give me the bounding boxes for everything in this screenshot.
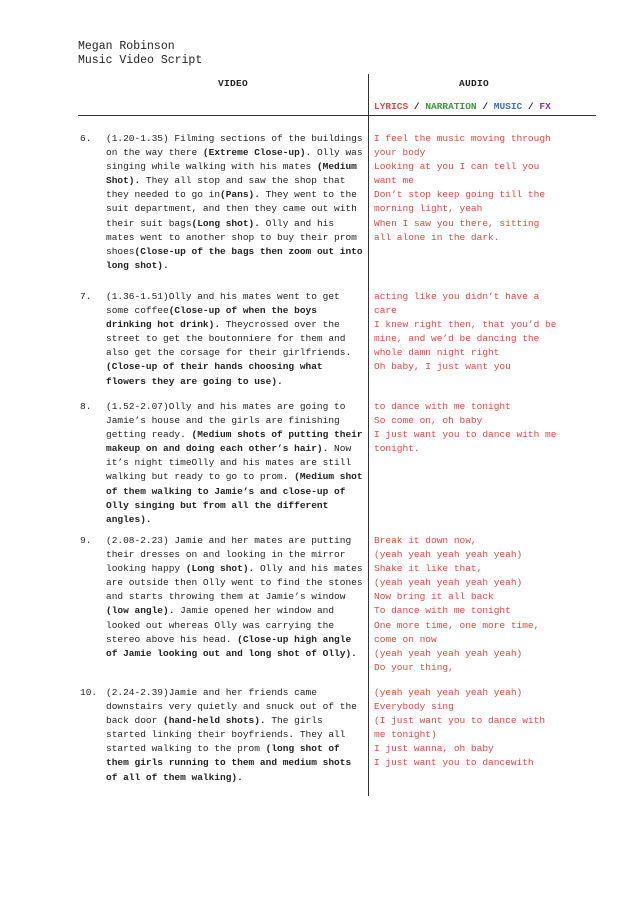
shot-direction: (hand-held shots).: [163, 715, 266, 727]
lyric-line: want me: [374, 175, 414, 187]
video-text: (1.20-1.35) Filming sections of the buildings on the way there: [106, 133, 363, 159]
scene-number: 8.: [80, 401, 92, 412]
video-description: [106, 132, 364, 273]
audio-lyrics: [374, 534, 594, 675]
lyric-line: me tonight): [374, 729, 437, 741]
lyric-line: tonight.: [374, 443, 420, 455]
audio-column-heading: AUDIO: [459, 78, 490, 89]
lyric-line: Oh baby, I just want you: [374, 361, 511, 373]
lyric-line: (yeah yeah yeah yeah yeah): [374, 647, 523, 659]
lyric-line: to dance with me tonight: [374, 401, 511, 412]
shot-direction: (Medium Shot).: [106, 161, 357, 187]
audio-lyrics: [374, 686, 594, 771]
video-column-heading: VIDEO: [218, 78, 249, 89]
shot-direction: (Extreme Close-up): [202, 147, 306, 159]
shot-direction: (Close-up of when the boys drinking hot drink).: [106, 305, 317, 331]
lyric-line: I just wanna, oh baby: [374, 743, 494, 755]
shot-direction: (Long shot).: [191, 217, 260, 229]
lyric-line: Shake it like that,: [374, 563, 483, 575]
lyric-line: come on now: [374, 633, 437, 645]
video-description: [106, 534, 364, 661]
shot-direction: (Close-up high angle of Jamie looking out and long shot of Olly).: [106, 633, 357, 659]
lyric-line: care: [374, 305, 397, 317]
lyric-line: Break it down now,: [374, 535, 477, 546]
video-text: Olly and his mates are outside then Olly went to find the stones and starts throwing them at Jamie’s window: [106, 563, 363, 603]
document-subtitle: Music Video Script: [78, 54, 203, 67]
lyric-line: your body: [374, 147, 426, 159]
video-description: [106, 290, 364, 389]
legend-fx: FX: [539, 101, 551, 112]
video-text: (2.24-2.39)Jamie and her friends came downstairs very quietly and snuck out of the back door: [106, 687, 357, 727]
scene-number: 10.: [80, 687, 98, 698]
lyric-line: I just want you to dance with me: [374, 429, 557, 441]
lyric-line: I knew right then, that you’d be: [374, 319, 557, 331]
scene-number: 7.: [80, 291, 92, 302]
lyric-line: I feel the music moving through: [374, 133, 551, 144]
lyric-line: I just want you to dancewith: [374, 757, 534, 769]
shot-direction: (Medium shot of them walking to Jamie’s and close-up of Olly singing but from all the different angles).: [106, 471, 363, 525]
shot-direction: (Close-up of their hands choosing what flowers they are going to use).: [106, 361, 323, 387]
lyric-line: (yeah yeah yeah yeah yeah): [374, 687, 523, 698]
lyric-line: mine, and we’d be dancing the: [374, 333, 540, 345]
video-description: [106, 686, 364, 785]
header-divider: [78, 115, 596, 116]
lyric-line: Don’t stop keep going till the: [374, 189, 546, 201]
legend-separator: /: [476, 101, 494, 112]
audio-lyrics: [374, 132, 594, 245]
audio-color-legend: [374, 101, 551, 112]
author-name: Megan Robinson: [78, 40, 175, 53]
video-text: (1.36-1.51)Olly and his mates went to get some coffee: [106, 291, 340, 317]
lyric-line: (yeah yeah yeah yeah yeah): [374, 549, 523, 561]
shot-direction: (long shot of them girls running to them and medium shots of all of them walking).: [106, 743, 352, 783]
lyric-line: acting like you didn’t have a: [374, 291, 540, 302]
lyric-line: (I just want you to dance with: [374, 715, 546, 727]
lyric-line: morning light, yeah: [374, 203, 483, 215]
shot-direction: (Medium shots of putting their makeup on and doing each other’s hair).: [106, 429, 363, 455]
video-text: They all stop and saw the shop that they needed to go in: [106, 175, 346, 201]
shot-direction: (low angle).: [106, 605, 175, 617]
video-text: (1.52-2.07)Olly and his mates are going to Jamie’s house and the girls are finishing getting ready.: [106, 401, 346, 441]
lyric-line: whole damn night right: [374, 347, 500, 359]
scene-number: 9.: [80, 535, 92, 546]
lyric-line: One more time, one more time,: [374, 619, 540, 631]
lyric-line: So come on, oh baby: [374, 415, 483, 427]
video-text: Theycrossed over the street to get the boutonniere for them and also get the corsage for their girlfriends.: [106, 319, 352, 359]
video-text: . Olly was singing while walking with his mates: [106, 147, 363, 173]
legend-separator: /: [522, 101, 540, 112]
shot-direction: (Close-up of the bags then zoom out into long shot).: [106, 245, 363, 271]
lyric-line: To dance with me tonight: [374, 605, 511, 617]
lyric-line: Everybody sing: [374, 701, 454, 713]
video-description: [106, 400, 364, 527]
shot-direction: (Long shot).: [185, 563, 255, 575]
audio-lyrics: [374, 290, 594, 375]
legend-narration: NARRATION: [425, 101, 477, 112]
lyric-line: all alone in the dark.: [374, 231, 500, 243]
lyric-line: Now bring it all back: [374, 591, 494, 603]
scene-number: 6.: [80, 133, 92, 144]
column-divider: [368, 74, 369, 796]
video-text: Now it’s night timeOlly and his mates are still walking but ready to go to prom.: [106, 443, 352, 483]
video-text: (2.08-2.23) Jamie and her mates are putting their dresses on and looking in the mirror looking happy: [106, 535, 352, 575]
shot-direction: (Pans).: [220, 189, 260, 201]
document-header: [78, 40, 202, 68]
lyric-line: (yeah yeah yeah yeah yeah): [374, 577, 523, 589]
lyric-line: Do your thing,: [374, 661, 454, 673]
lyric-line: When I saw you there, sitting: [374, 217, 540, 229]
video-text: They went to the suit department, and then they came out with their suit bags: [106, 189, 357, 229]
video-text: The girls started linking their boyfriends. They all started walking to the prom: [106, 715, 346, 755]
audio-lyrics: [374, 400, 594, 456]
legend-music: MUSIC: [493, 101, 523, 112]
video-text: Jamie opened her window and looked out whereas Olly was carrying the stereo above his head.: [106, 605, 335, 645]
video-text: Olly and his mates went to another shop to buy their prom shoes: [106, 217, 357, 257]
legend-separator: /: [408, 101, 426, 112]
lyric-line: Looking at you I can tell you: [374, 161, 540, 173]
legend-lyrics: LYRICS: [374, 101, 409, 112]
